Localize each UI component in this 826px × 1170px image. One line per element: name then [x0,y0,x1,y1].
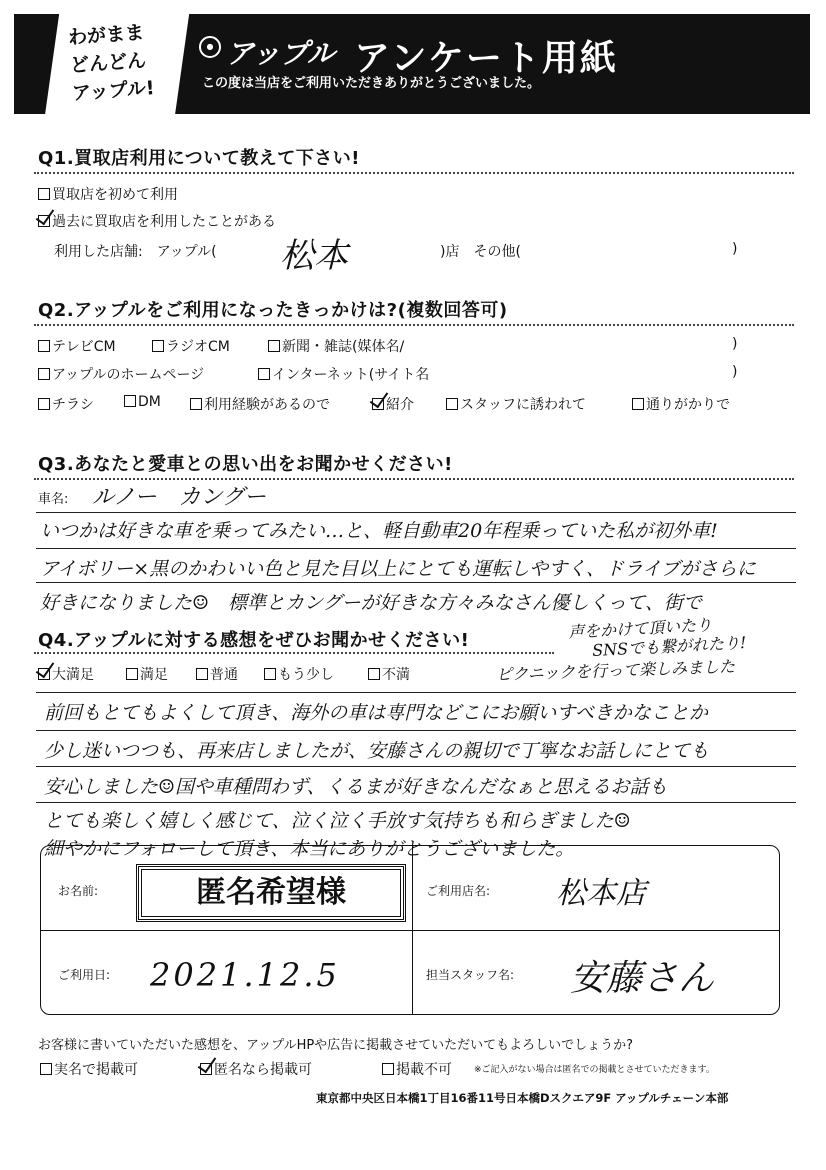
memory-line-2: アイボリー×黒のかわいい色と見た目以上にとても運転しやすく、ドライブがさらに [40,558,756,580]
q4-title: Q4.アップルに対する感想をぜひお聞かせください! [38,630,470,651]
impression-line-3: 安心しました☺国や車種問わず、くるまが好きなんだなぁと思えるお話も [44,776,668,798]
footer-address: 東京都中央区日本橋1丁目16番11号日本橋Dスクエア9F アップルチェーン本部 [316,1091,729,1105]
name-label: お名前: [58,884,99,898]
q2-option-paper[interactable]: 新聞・雑誌(媒体名/ [268,336,404,356]
q1-option-past[interactable]: 過去に買取店を利用したことがある [38,211,276,231]
impression-line-2: 少し迷いつつも、再来店しましたが、安藤さんの親切で丁寧なお話しにとても [44,740,710,762]
memory-extra-1: 声をかけて頂いたり [567,615,713,642]
car-name-value[interactable]: ルノー カングー [92,485,267,510]
q1-title: Q1.買取店利用について教えて下さい! [38,148,361,169]
q4-option-normal[interactable]: 普通 [196,664,238,684]
q2-option-radio[interactable]: ラジオCM [152,336,230,356]
slogan-text: わがまま どんどん アップル! [67,21,156,105]
header-banner [14,14,810,114]
staff-value[interactable]: 安藤さん [570,958,715,999]
brand-logo: アップル [226,37,335,70]
slogan-block [14,14,174,114]
q4-option-dissatisfied[interactable]: 不満 [368,664,410,684]
consent-question: お客様に書いていただいた感想を、アップルHPや広告に掲載させていただいてもよろしいでしょうか? [38,1038,634,1053]
q1-store-value[interactable]: 松本 [280,236,348,276]
q2-option-homepage[interactable]: アップルのホームページ [38,364,204,384]
q1-option-first[interactable]: 買取店を初めて利用 [38,184,178,204]
memory-line-3: 好きになりました☺ 標準とカングーが好きな方々みなさん優しくって、街で [40,592,702,614]
impression-line-5: 細やかにフォローして頂き、本当にありがとうございました。 [44,838,575,860]
store-label: ご利用店名: [426,884,491,898]
q2-title: Q2.アップルをご利用になったきっかけは?(複数回答可) [38,300,508,321]
date-label: ご利用日: [58,968,111,982]
impression-line-1: 前回もとてもよくして頂き、海外の車は専門などこにお願いすべきかなことか [44,702,708,724]
q1-store-line: 利用した店舗: アップル( [54,244,217,260]
q2-option-passing[interactable]: 通りがかりで [632,394,730,414]
consent-no[interactable]: 掲載不可 [382,1059,452,1079]
date-value[interactable]: 2021.12.5 [150,956,340,994]
q2-option-staff[interactable]: スタッフに誘われて [446,394,586,414]
consent-real-name[interactable]: 実名で掲載可 [40,1059,138,1079]
memory-extra-2: SNSでも繋がれたり! [591,632,747,661]
q2-option-experience[interactable]: 利用経験があるので [190,394,330,414]
q4-option-very-satisfied[interactable]: 大満足 [38,664,94,684]
memory-line-1: いつかは好きな車を乗ってみたい…と、軽自動車20年程乗っていた私が初外車! [40,520,718,542]
consent-anonymous[interactable]: 匿名なら掲載可 [200,1059,312,1079]
memory-extra-3: ピクニックを行って楽しみました [495,656,736,685]
staff-label: 担当スタッフ名: [426,968,515,982]
q2-option-introduction[interactable]: 紹介 [372,394,414,414]
car-label: 車名: [38,492,69,507]
q4-option-more[interactable]: もう少し [264,664,334,684]
divider [34,172,794,174]
store-value[interactable]: 松本店 [556,876,646,911]
page-subtitle: この度は当店をご利用いただきありがとうございました。 [202,76,541,91]
q4-option-satisfied[interactable]: 満足 [126,664,168,684]
apple-logo-icon: ● [199,36,221,58]
divider [34,324,794,326]
consent-note: ※ご記入がない場合は匿名での掲載とさせていただきます。 [474,1065,715,1075]
q2-option-tv[interactable]: テレビCM [38,336,116,356]
q2-option-flyer[interactable]: チラシ [38,394,94,414]
impression-line-4: とても楽しく嬉しく感じて、泣く泣く手放す気持ちも和らぎました☺ [44,810,631,832]
q2-option-dm[interactable]: DM [124,394,161,410]
name-value[interactable]: 匿名希望様 [136,864,406,922]
q3-title: Q3.あなたと愛車との思い出をお聞かせください! [38,454,453,475]
divider [34,652,554,654]
checkbox[interactable] [38,188,50,200]
page-title: アンケート用紙 [354,38,618,79]
checkbox-checked[interactable] [38,215,50,227]
q2-option-internet[interactable]: インターネット(サイト名 [258,364,429,384]
